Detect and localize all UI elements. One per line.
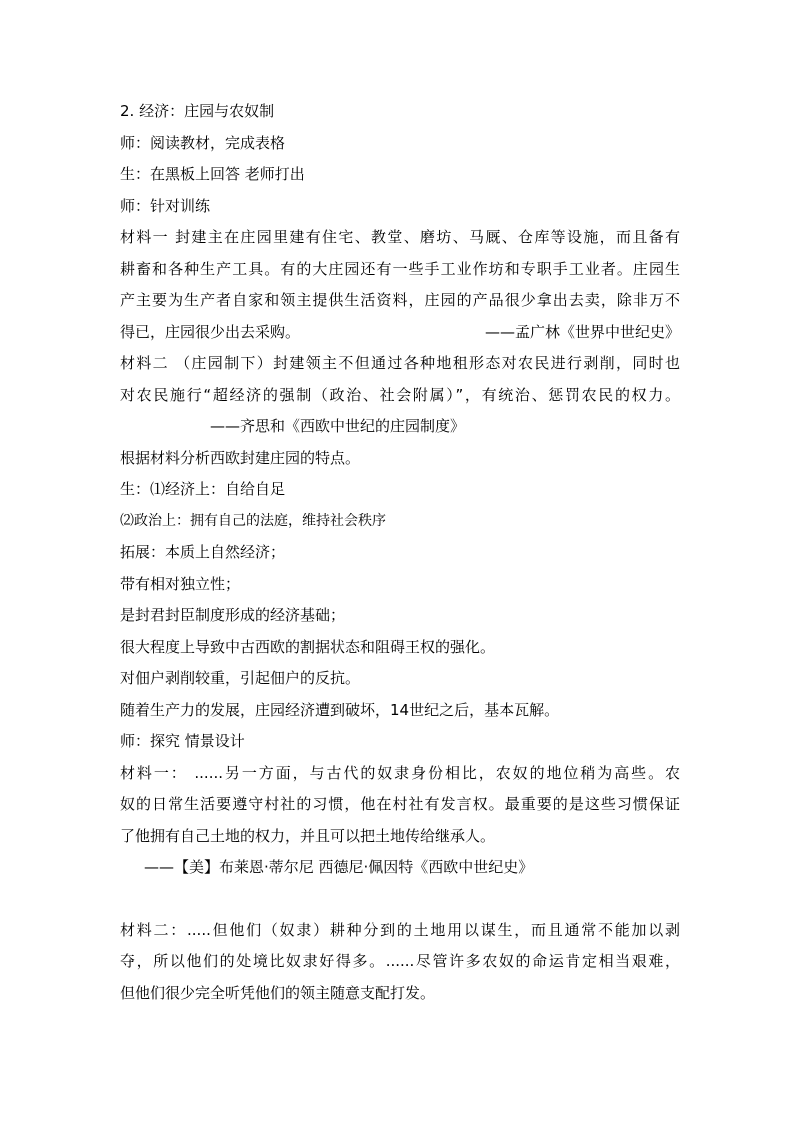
answer-political: ⑵政治上：拥有自己的法庭，维持社会秩序 xyxy=(120,512,386,529)
inquiry-material-one-last-line: 了他拥有自己土地的权力，并且可以把土地传给继承人。 xyxy=(120,826,496,845)
analysis-question: 根据材料分析西欧封建庄园的特点。 xyxy=(120,448,361,467)
inquiry-material-one-line: 奴的日常生活要遵守村社的习惯，他在村社有发言权。最重要的是这些习惯保证 xyxy=(120,795,680,813)
material-one-last-line: 得已，庄园很少出去采购。 xyxy=(120,322,301,341)
teacher-explore-note: 师：探究 情景设计 xyxy=(120,732,245,750)
extension-item: 拓展：本质上自然经济； xyxy=(120,543,286,561)
material-one-line: 材料一 封建主在庄园里建有住宅、教堂、磨坊、马厩、仓库等设施，而且备有 xyxy=(120,228,680,246)
teacher-read-instruction: 师：阅读教材，完成表格 xyxy=(120,133,286,152)
extension-item: 带有相对独立性； xyxy=(120,574,241,593)
teacher-practice-note: 师：针对训练 xyxy=(120,196,211,215)
inquiry-material-one-block xyxy=(120,758,680,884)
material-two-source: ——齐思和《西欧中世纪的庄园制度》 xyxy=(210,417,466,435)
material-two-line: 材料二 （庄园制下）封建领主不但通过各种地租形态对农民进行剥削，同时也 xyxy=(120,354,680,372)
material-one-line: 产主要为生产者自家和领主提供生活资料，庄园的产品很少拿出去卖，除非万不 xyxy=(120,291,680,309)
inquiry-material-one-line: 材料一： ......另一方面，与古代的奴隶身份相比，农奴的地位稍为高些。农 xyxy=(120,763,680,782)
inquiry-material-one-source: ——【美】布莱恩·蒂尔尼 西德尼·佩因特《西欧中世纪史》 xyxy=(144,858,534,876)
material-two-block xyxy=(120,348,680,443)
student-answer-note: 生：在黑板上回答 老师打出 xyxy=(120,165,305,183)
answer-economic: 生：⑴经济上：自给自足 xyxy=(120,480,286,498)
extension-item: 随着生产力的发展，庄园经济遭到破坏，14世纪之后，基本瓦解。 xyxy=(120,700,560,719)
inquiry-material-two-block xyxy=(120,915,680,1010)
material-one-last-row xyxy=(120,317,680,349)
material-two-line: 对农民施行“超经济的强制（政治、社会附属）”，有统治、惩罚农民的权力。 xyxy=(120,385,680,404)
inquiry-material-two-line: 材料二：.....但他们（奴隶）耕种分到的土地用以谋生，而且通常不能加以剥 xyxy=(120,920,680,939)
inquiry-material-two-last-line: 但他们很少完全听凭他们的领主随意支配打发。 xyxy=(120,983,436,1002)
document-page xyxy=(120,96,680,1009)
blank-spacer xyxy=(120,884,680,915)
inquiry-material-two-line: 夺，所以他们的处境比奴隶好得多。......尽管许多农奴的命运肯定相当艰难， xyxy=(120,952,680,970)
section-title: 2. 经济：庄园与农奴制 xyxy=(120,102,275,120)
extension-item: 对佃户剥削较重，引起佃户的反抗。 xyxy=(120,669,361,687)
extension-list xyxy=(120,537,680,726)
material-one-block xyxy=(120,222,680,348)
extension-item: 很大程度上导致中古西欧的割据状态和阻碍王权的强化。 xyxy=(120,637,496,656)
extension-item: 是封君封臣制度形成的经济基础； xyxy=(120,606,346,624)
material-one-line: 耕畜和各种生产工具。有的大庄园还有一些手工业作坊和专职手工业者。庄园生 xyxy=(120,259,680,278)
material-one-source: ——孟广林《世界中世纪史》 xyxy=(484,322,680,341)
